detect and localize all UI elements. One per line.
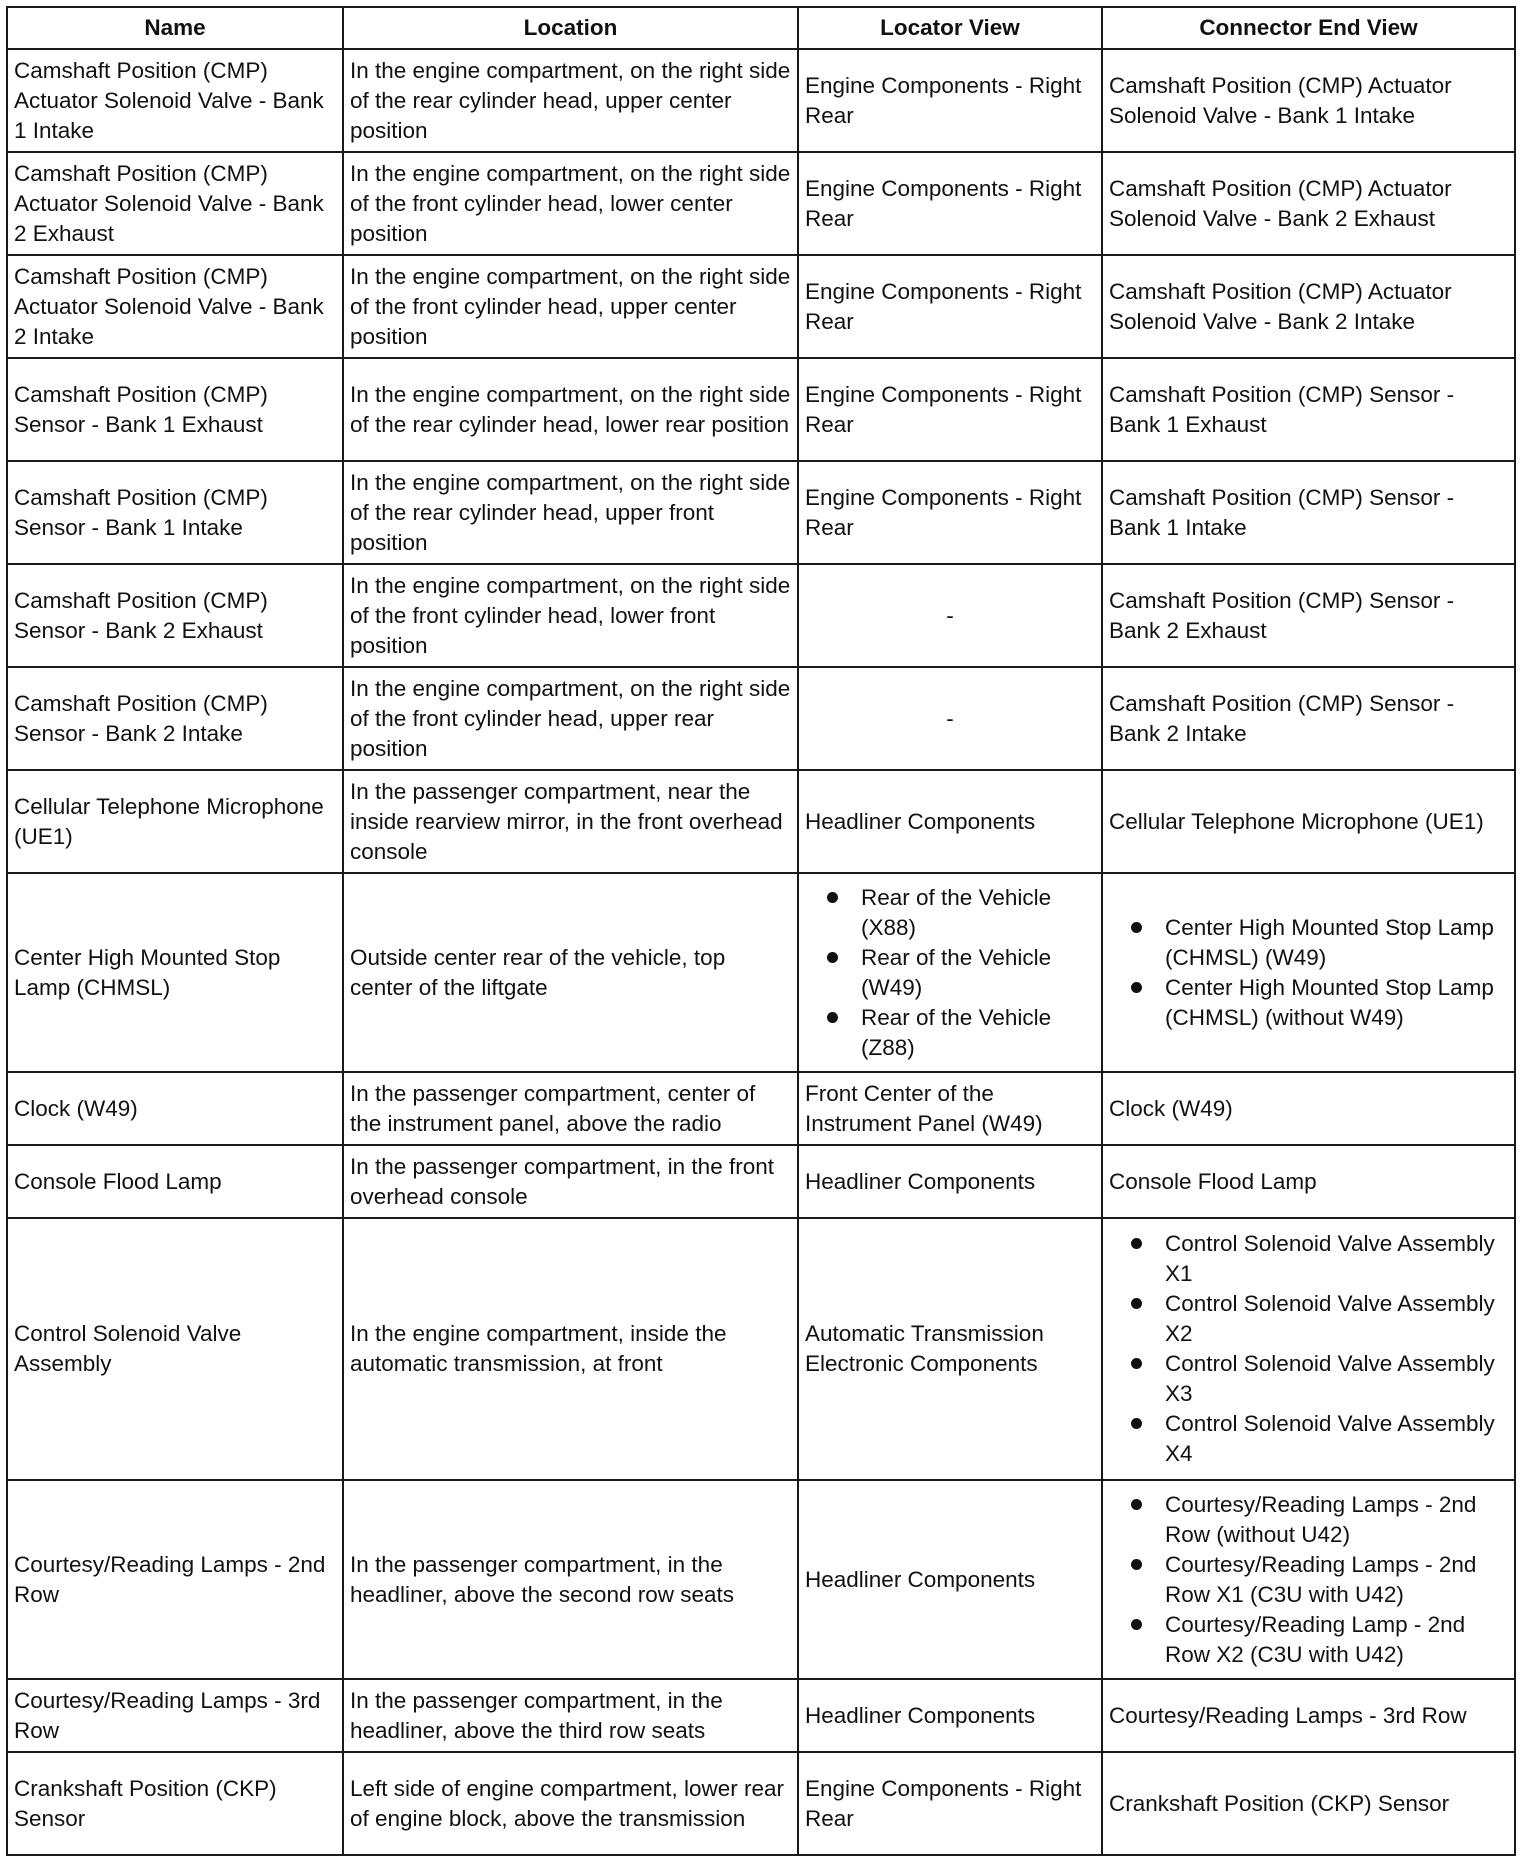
cell-locator-view: Headliner Components [798, 1145, 1102, 1218]
cell-name: Console Flood Lamp [7, 1145, 343, 1218]
list-item: Courtesy/Reading Lamps - 2nd Row (without U42) [1109, 1490, 1508, 1550]
cell-name: Cellular Telephone Microphone (UE1) [7, 770, 343, 873]
table-row [7, 461, 1515, 564]
cell-name: Camshaft Position (CMP) Actuator Solenoid Valve - Bank 1 Intake [7, 49, 343, 152]
cell-locator-view: Automatic Transmission Electronic Components [798, 1218, 1102, 1480]
list-item: Center High Mounted Stop Lamp (CHMSL) (without W49) [1109, 973, 1508, 1033]
list-item: Control Solenoid Valve Assembly X4 [1109, 1409, 1508, 1469]
cell-location: Outside center rear of the vehicle, top center of the liftgate [343, 873, 798, 1072]
cell-connector-end-view: Crankshaft Position (CKP) Sensor [1102, 1752, 1515, 1855]
table-row [7, 564, 1515, 667]
cell-locator-view: - [798, 667, 1102, 770]
cell-location: In the passenger compartment, center of the instrument panel, above the radio [343, 1072, 798, 1145]
cell-connector-end-view: Clock (W49) [1102, 1072, 1515, 1145]
table-row [7, 152, 1515, 255]
cell-location: In the engine compartment, on the right side of the front cylinder head, upper rear position [343, 667, 798, 770]
cell-locator-view: Engine Components - Right Rear [798, 358, 1102, 461]
list-item: Rear of the Vehicle (Z88) [805, 1003, 1095, 1063]
cell-locator-view: Engine Components - Right Rear [798, 255, 1102, 358]
cell-locator-view: Engine Components - Right Rear [798, 49, 1102, 152]
cell-location: Left side of engine compartment, lower rear of engine block, above the transmission [343, 1752, 798, 1855]
cell-location: In the passenger compartment, in the headliner, above the third row seats [343, 1679, 798, 1752]
list-item: Courtesy/Reading Lamp - 2nd Row X2 (C3U with U42) [1109, 1610, 1508, 1670]
cell-connector-end-view [1102, 1480, 1515, 1679]
connector-end-view-list [1109, 913, 1508, 1033]
connector-end-view-list [1109, 1229, 1508, 1469]
cell-name: Clock (W49) [7, 1072, 343, 1145]
cell-connector-end-view: Courtesy/Reading Lamps - 3rd Row [1102, 1679, 1515, 1752]
list-item: Courtesy/Reading Lamps - 2nd Row X1 (C3U with U42) [1109, 1550, 1508, 1610]
cell-location: In the passenger compartment, in the front overhead console [343, 1145, 798, 1218]
list-item: Control Solenoid Valve Assembly X1 [1109, 1229, 1508, 1289]
table-row [7, 358, 1515, 461]
cell-location: In the engine compartment, on the right side of the rear cylinder head, lower rear position [343, 358, 798, 461]
cell-connector-end-view: Camshaft Position (CMP) Actuator Solenoid Valve - Bank 1 Intake [1102, 49, 1515, 152]
cell-location: In the engine compartment, on the right side of the rear cylinder head, upper center position [343, 49, 798, 152]
cell-name: Camshaft Position (CMP) Sensor - Bank 2 Intake [7, 667, 343, 770]
cell-name: Camshaft Position (CMP) Actuator Solenoid Valve - Bank 2 Exhaust [7, 152, 343, 255]
table-row [7, 1072, 1515, 1145]
cell-connector-end-view: Cellular Telephone Microphone (UE1) [1102, 770, 1515, 873]
cell-name: Courtesy/Reading Lamps - 2nd Row [7, 1480, 343, 1679]
cell-location: In the engine compartment, on the right side of the front cylinder head, lower front position [343, 564, 798, 667]
cell-locator-view: Headliner Components [798, 1480, 1102, 1679]
list-item: Rear of the Vehicle (X88) [805, 883, 1095, 943]
header-name: Name [7, 7, 343, 49]
cell-location: In the passenger compartment, in the headliner, above the second row seats [343, 1480, 798, 1679]
cell-locator-view: Engine Components - Right Rear [798, 1752, 1102, 1855]
cell-locator-view: Engine Components - Right Rear [798, 152, 1102, 255]
cell-locator-view [798, 873, 1102, 1072]
cell-connector-end-view: Camshaft Position (CMP) Actuator Solenoid Valve - Bank 2 Intake [1102, 255, 1515, 358]
cell-location: In the engine compartment, on the right side of the front cylinder head, lower center position [343, 152, 798, 255]
cell-connector-end-view [1102, 873, 1515, 1072]
cell-name: Camshaft Position (CMP) Actuator Solenoid Valve - Bank 2 Intake [7, 255, 343, 358]
table-row [7, 1218, 1515, 1480]
cell-connector-end-view: Camshaft Position (CMP) Sensor - Bank 1 Exhaust [1102, 358, 1515, 461]
table-row [7, 1480, 1515, 1679]
table-row [7, 873, 1515, 1072]
table-row [7, 1145, 1515, 1218]
component-locator-table [6, 6, 1516, 1856]
locator-view-list [805, 883, 1095, 1063]
header-row [7, 7, 1515, 49]
cell-connector-end-view: Camshaft Position (CMP) Actuator Solenoid Valve - Bank 2 Exhaust [1102, 152, 1515, 255]
cell-locator-view: Engine Components - Right Rear [798, 461, 1102, 564]
list-item: Control Solenoid Valve Assembly X2 [1109, 1289, 1508, 1349]
cell-connector-end-view: Camshaft Position (CMP) Sensor - Bank 1 Intake [1102, 461, 1515, 564]
table-row [7, 770, 1515, 873]
table-row [7, 1679, 1515, 1752]
cell-location: In the engine compartment, on the right side of the rear cylinder head, upper front position [343, 461, 798, 564]
cell-connector-end-view [1102, 1218, 1515, 1480]
table-row [7, 667, 1515, 770]
table-row [7, 1752, 1515, 1855]
header-locator-view: Locator View [798, 7, 1102, 49]
cell-name: Courtesy/Reading Lamps - 3rd Row [7, 1679, 343, 1752]
table-row [7, 255, 1515, 358]
cell-location: In the engine compartment, on the right side of the front cylinder head, upper center position [343, 255, 798, 358]
cell-locator-view: Front Center of the Instrument Panel (W49) [798, 1072, 1102, 1145]
cell-name: Camshaft Position (CMP) Sensor - Bank 1 Intake [7, 461, 343, 564]
cell-locator-view: Headliner Components [798, 1679, 1102, 1752]
cell-name: Camshaft Position (CMP) Sensor - Bank 1 Exhaust [7, 358, 343, 461]
cell-name: Crankshaft Position (CKP) Sensor [7, 1752, 343, 1855]
header-connector-end-view: Connector End View [1102, 7, 1515, 49]
cell-connector-end-view: Console Flood Lamp [1102, 1145, 1515, 1218]
connector-end-view-list [1109, 1490, 1508, 1670]
cell-locator-view: - [798, 564, 1102, 667]
cell-location: In the engine compartment, inside the automatic transmission, at front [343, 1218, 798, 1480]
table-row [7, 49, 1515, 152]
list-item: Rear of the Vehicle (W49) [805, 943, 1095, 1003]
cell-connector-end-view: Camshaft Position (CMP) Sensor - Bank 2 Exhaust [1102, 564, 1515, 667]
cell-name: Camshaft Position (CMP) Sensor - Bank 2 Exhaust [7, 564, 343, 667]
list-item: Center High Mounted Stop Lamp (CHMSL) (W49) [1109, 913, 1508, 973]
cell-connector-end-view: Camshaft Position (CMP) Sensor - Bank 2 Intake [1102, 667, 1515, 770]
list-item: Control Solenoid Valve Assembly X3 [1109, 1349, 1508, 1409]
cell-name: Center High Mounted Stop Lamp (CHMSL) [7, 873, 343, 1072]
cell-name: Control Solenoid Valve Assembly [7, 1218, 343, 1480]
cell-location: In the passenger compartment, near the inside rearview mirror, in the front overhead console [343, 770, 798, 873]
header-location: Location [343, 7, 798, 49]
cell-locator-view: Headliner Components [798, 770, 1102, 873]
